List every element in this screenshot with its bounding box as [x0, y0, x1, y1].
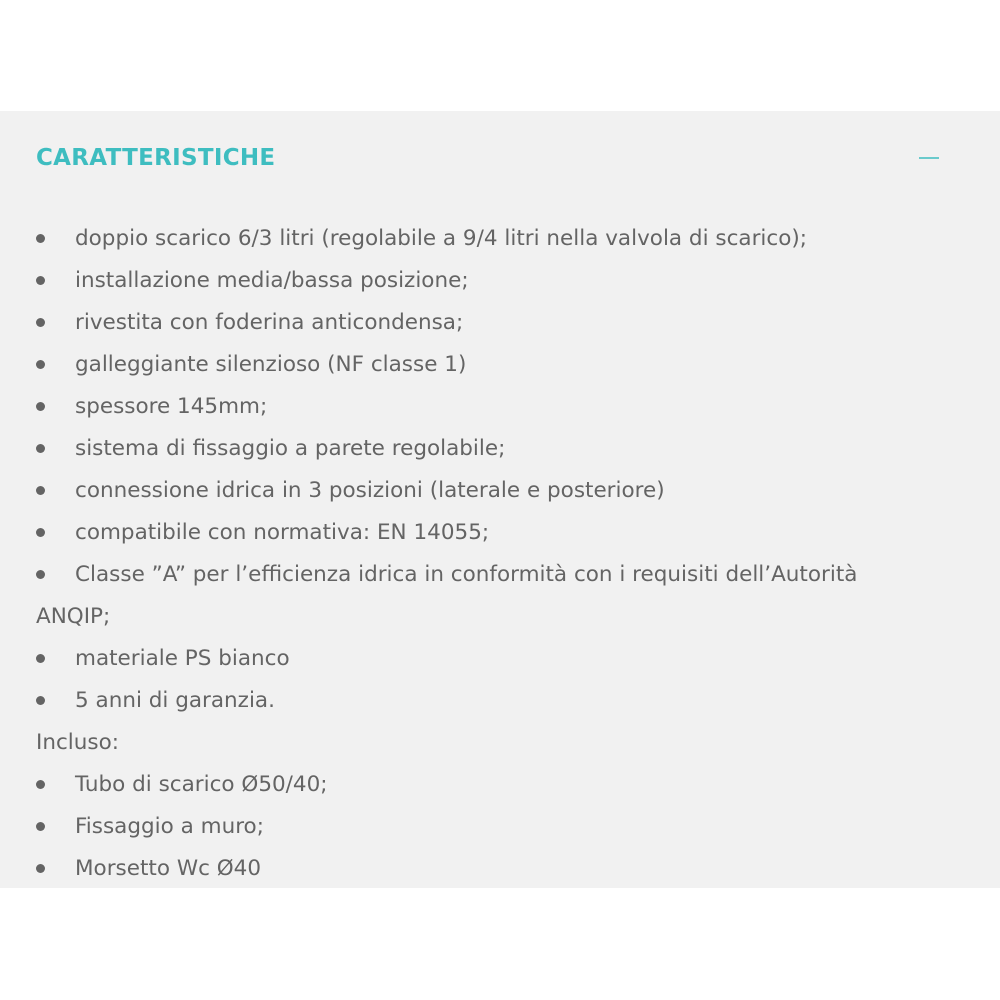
bullet-icon [36, 696, 45, 705]
list-item-text: ANQIP; [36, 604, 111, 629]
list-item [36, 218, 926, 260]
bullet-icon [36, 780, 45, 789]
bullet-icon [36, 654, 45, 663]
list-item [36, 554, 926, 596]
list-item-text: installazione media/bassa posizione; [75, 268, 469, 293]
list-item-text: compatibile con normativa: EN 14055; [75, 520, 490, 545]
bullet-icon [36, 276, 45, 285]
list-item [36, 428, 926, 470]
bullet-icon [36, 528, 45, 537]
bullet-icon [36, 864, 45, 873]
list-item-continuation [36, 596, 926, 638]
list-item-text: Tubo di scarico Ø50/40; [75, 772, 328, 797]
list-item [36, 470, 926, 512]
included-label-text: Incluso: [36, 730, 119, 755]
section-title: CARATTERISTICHE [36, 145, 276, 171]
list-item [36, 848, 926, 890]
list-item [36, 302, 926, 344]
bullet-icon [36, 444, 45, 453]
list-item [36, 386, 926, 428]
bullet-icon [36, 402, 45, 411]
list-item-text: 5 anni di garanzia. [75, 688, 275, 713]
list-item-text: Classe ”A” per l’efficienza idrica in conformità con i requisiti dell’Autorità [75, 562, 858, 587]
list-item-text: Fissaggio a muro; [75, 814, 264, 839]
list-item-text: spessore 145mm; [75, 394, 268, 419]
list-item-text: Morsetto Wc Ø40 [75, 856, 262, 881]
bullet-icon [36, 318, 45, 327]
characteristics-panel [0, 111, 1000, 888]
list-item-text: connessione idrica in 3 posizioni (laterale e posteriore) [75, 478, 665, 503]
list-item [36, 764, 926, 806]
list-item [36, 512, 926, 554]
bullet-icon [36, 822, 45, 831]
features-list [36, 218, 926, 890]
bullet-icon [36, 570, 45, 579]
list-item-text: sistema di fissaggio a parete regolabile; [75, 436, 506, 461]
list-item [36, 638, 926, 680]
bullet-icon [36, 234, 45, 243]
bullet-icon [36, 486, 45, 495]
list-item [36, 806, 926, 848]
list-item [36, 680, 926, 722]
accordion-header[interactable] [36, 141, 940, 177]
list-item [36, 260, 926, 302]
minus-icon [918, 147, 940, 169]
list-item-text: galleggiante silenzioso (NF classe 1) [75, 352, 467, 377]
list-item-text: materiale PS bianco [75, 646, 290, 671]
collapse-button[interactable] [918, 147, 940, 169]
list-item-text: rivestita con foderina anticondensa; [75, 310, 464, 335]
list-item-text: doppio scarico 6/3 litri (regolabile a 9/4 litri nella valvola di scarico); [75, 226, 808, 251]
list-item [36, 344, 926, 386]
bullet-icon [36, 360, 45, 369]
included-label [36, 722, 926, 764]
